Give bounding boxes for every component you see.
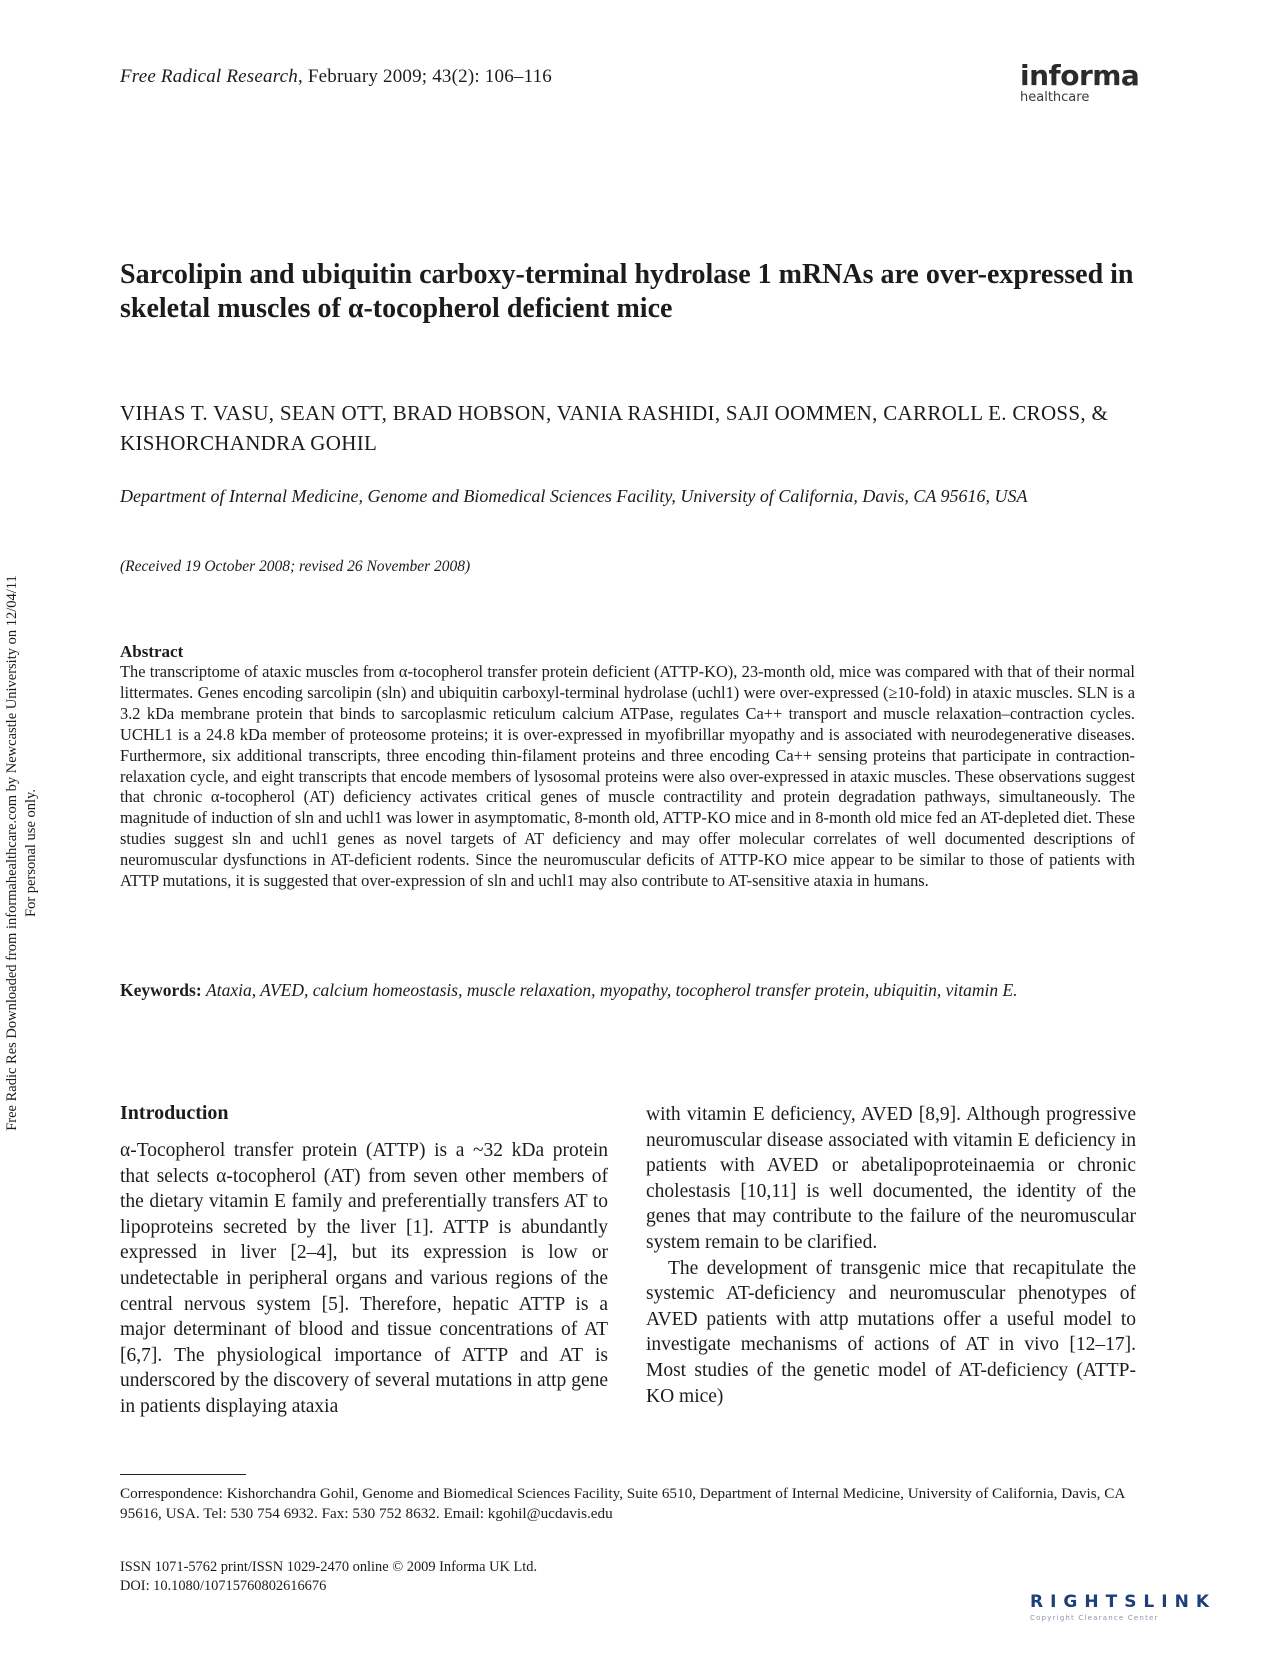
- intro-right-column: [646, 1102, 1136, 1409]
- download-note-line2: For personal use only.: [23, 789, 39, 917]
- intro-paragraph: The development of transgenic mice that recapitulate the systemic AT-deficiency and neuromuscular phenotypes of AVED patients with attp mutations offer a useful model to investigate mechanisms of actions of AT in vivo [12–17]. Most studies of the genetic model of AT-deficiency (ATTP-KO mice): [646, 1257, 1136, 1407]
- download-note-line1: Free Radic Res Downloaded from informahealthcare.com by Newcastle University on 12/04/11: [4, 575, 20, 1131]
- affiliation: Department of Internal Medicine, Genome and Biomedical Sciences Facility, University of California, Davis, CA 95616, USA: [120, 486, 1028, 506]
- intro-paragraph-continued: with vitamin E deficiency, AVED [8,9]. Although progressive neuromuscular disease associated with vitamin E deficiency in patients with AVED or abetalipoproteinaemia or chronic cholestasis [10,11] is well documented, the identity of the genes that may contribute to the failure of the neuromuscular system remain to be clarified.: [646, 1104, 1136, 1253]
- abstract-section: [120, 642, 1135, 892]
- doi-line: DOI: 10.1080/10715760802616676: [120, 1578, 327, 1594]
- received-dates: (Received 19 October 2008; revised 26 November 2008): [120, 558, 471, 575]
- author-list: VIHAS T. VASU, SEAN OTT, BRAD HOBSON, VANIA RASHIDI, SAJI OOMMEN, CARROLL E. CROSS, & KISHORCHANDRA GOHIL: [120, 401, 1109, 455]
- keywords-list: Ataxia, AVED, calcium homeostasis, muscle relaxation, myopathy, tocopherol transfer protein, ubiquitin, vitamin E.: [206, 980, 1018, 1000]
- issn-doi-block: [120, 1558, 820, 1596]
- abstract-body: The transcriptome of ataxic muscles from α-tocopherol transfer protein deficient (ATTP-KO), 23-month old, mice was compared with that of their normal littermates. Genes encoding sarcolipin (sln) and ubiquitin carboxyl-terminal hydrolase (uchl1) were over-expressed (≥10-fold) in ataxic muscles. SLN is a 3.2 kDa membrane protein that binds to sarcoplasmic reticulum calcium ATPase, regulates Ca++ transport and muscle relaxation–contraction cycles. UCHL1 is a 24.8 kDa member of proteosome proteins; it is over-expressed in myofibrillar myopathy and is associated with neurodegenerative diseases. Furthermore, six additional transcripts, three encoding thin-filament proteins and three encoding Ca++ sensing proteins that participate in contraction-relaxation cycle, and eight transcripts that encode members of lysosomal proteins were also over-expressed in ataxic muscles. These observations suggest that chronic α-tocopherol (AT) deficiency activates critical genes of muscle contractility and protein degradation pathways, simultaneously. The magnitude of induction of sln and uchl1 was lower in asymptomatic, 8-month old, ATTP-KO mice and in 8-month old mice fed an AT-depleted diet. These studies suggest sln and uchl1 genes as novel targets of AT deficiency and may offer molecular correlates of well documented descriptions of neuromuscular dysfunctions in AT-deficient rodents. Since the neuromuscular deficits of ATTP-KO mice appear to be similar to those of patients with ATTP mutations, it is suggested that over-expression of sln and uchl1 may also contribute to AT-sensitive ataxia in humans.: [120, 662, 1135, 891]
- footnote-divider: [120, 1474, 246, 1475]
- intro-left-column: [120, 1138, 608, 1420]
- rightslink-subtext: Copyright Clearance Center: [1030, 1614, 1159, 1622]
- correspondence-footnote: Correspondence: Kishorchandra Gohil, Genome and Biomedical Sciences Facility, Suite 6510, Department of Internal Medicine, University of California, Davis, CA 95616, USA. Tel: 530 754 6932. Fax: 530 752 8632. Email: kgohil@ucdavis.edu: [120, 1485, 1125, 1522]
- introduction-heading: Introduction: [120, 1102, 229, 1124]
- issn-line: ISSN 1071-5762 print/ISSN 1029-2470 online © 2009 Informa UK Ltd.: [120, 1559, 538, 1575]
- keywords-label: Keywords:: [120, 980, 202, 1000]
- article-title: Sarcolipin and ubiquitin carboxy-terminal hydrolase 1 mRNAs are over-expressed in skeletal muscles of α-tocopherol deficient mice: [120, 259, 1134, 324]
- publisher-logo-subtext: healthcare: [1020, 90, 1090, 105]
- publisher-logo-text: informa: [1020, 59, 1140, 92]
- rightslink-logo: RIGHTSLINK: [1030, 1592, 1216, 1612]
- download-sidebar-note: [3, 443, 45, 1263]
- intro-paragraph: α-Tocopherol transfer protein (ATTP) is a ~32 kDa protein that selects α-tocopherol (AT) from seven other members of the dietary vitamin E family and preferentially transfers AT to lipoproteins secreted by the liver [1]. ATTP is abundantly expressed in liver [2–4], but its expression is low or undetectable in peripheral organs and various regions of the central nervous system [5]. Therefore, hepatic ATTP is a major determinant of blood and tissue concentrations of AT [6,7]. The physiological importance of ATTP and AT is underscored by the discovery of several mutations in attp gene in patients displaying ataxia: [120, 1140, 608, 1417]
- publisher-logo: [1020, 59, 1140, 106]
- rightslink-watermark: [1030, 1592, 1260, 1632]
- abstract-heading: Abstract: [120, 642, 184, 661]
- journal-citation: Free Radical Research, February 2009; 43(2): 106–116: [120, 66, 552, 87]
- keywords: [120, 978, 1135, 1002]
